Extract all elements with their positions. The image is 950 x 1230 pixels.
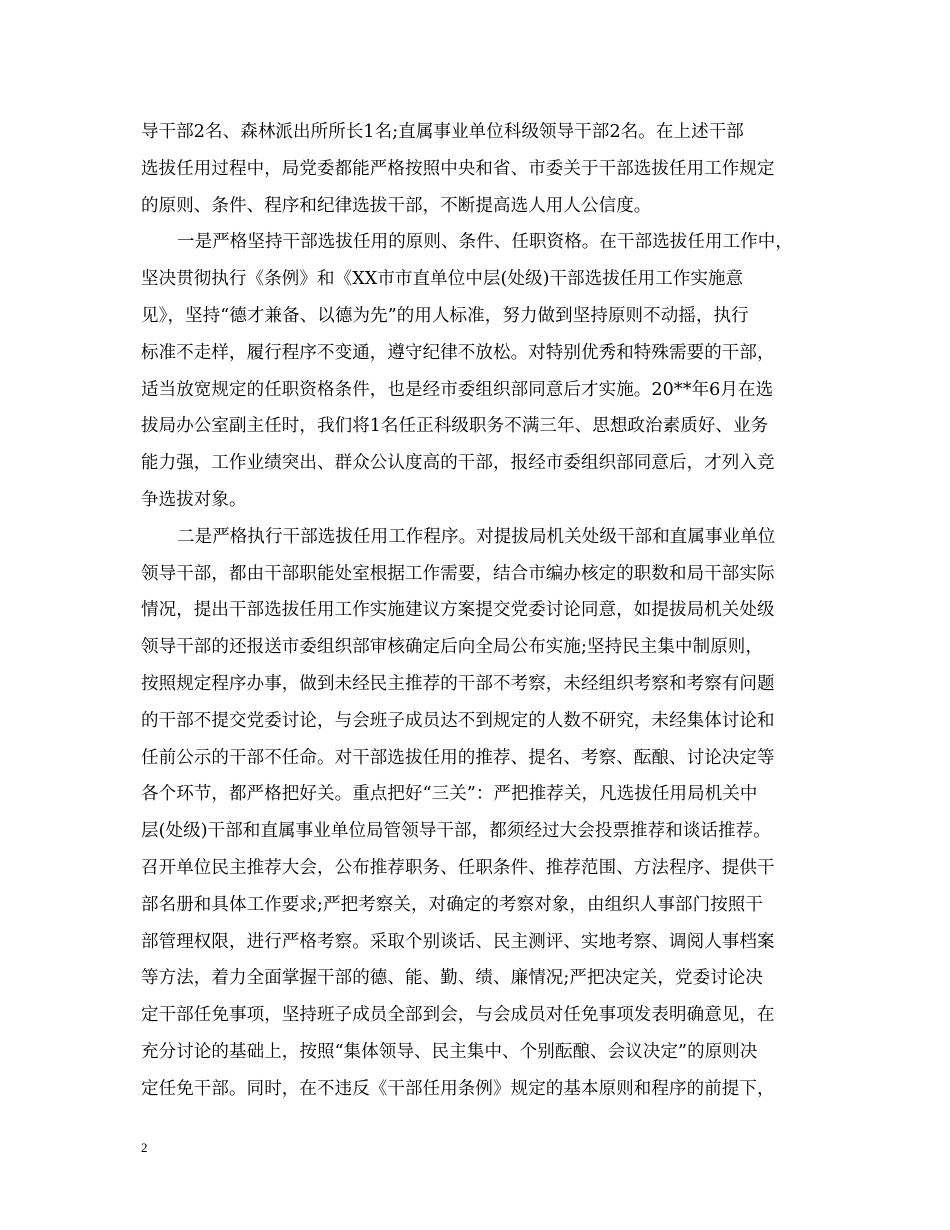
text-line: 情况，提出干部选拔任用工作实施建议方案提交党委讨论同意，如提拔局机关处级 xyxy=(141,600,775,621)
text-line: 按照规定程序办事，做到未经民主推荐的干部不考察，未经组织考察和考察有问题 xyxy=(141,673,775,694)
document-body xyxy=(141,114,811,1108)
paragraph-start-line: 二是严格执行干部选拔任用工作程序。对提拔局机关处级干部和直属事业单位 xyxy=(177,526,776,547)
text-line: 充分讨论的基础上，按照“集体领导、民主集中、个别酝酿、会议决定”的原则决 xyxy=(141,1041,758,1062)
text-line: 的原则、条件、程序和纪律选拔干部，不断提高选人用人公信度。 xyxy=(141,195,652,216)
text-line: 选拔任用过程中，局党委都能严格按照中央和省、市委关于干部选拔任用工作规定 xyxy=(141,158,775,179)
text-line: 适当放宽规定的任职资格条件，也是经市委组织部同意后才实施。20**年6月在选 xyxy=(141,379,774,400)
text-line: 争选拔对象。 xyxy=(141,489,247,510)
text-line: 等方法，着力全面掌握干部的德、能、勤、绩、廉情况;严把决定关，党委讨论决 xyxy=(141,968,763,989)
text-line: 召开单位民主推荐大会，公布推荐职务、任职条件、推荐范围、方法程序、提供干 xyxy=(141,857,775,878)
text-line: 定任免干部。同时，在不违反《干部任用条例》规定的基本原则和程序的前提下， xyxy=(141,1078,775,1099)
page-number: 2 xyxy=(141,1140,148,1155)
text-line: 各个环节，都严格把好关。重点把好“三关”：严把推荐关，凡选拔任用局机关中 xyxy=(141,784,758,805)
text-line: 能力强，工作业绩突出、群众公认度高的干部，报经市委组织部同意后，才列入竞 xyxy=(141,453,775,474)
text-line: 层(处级)干部和直属事业单位局管领导干部，都须经过大会投票推荐和谈话推荐。 xyxy=(141,821,771,842)
text-line: 坚决贯彻执行《条例》和《XX市市直单位中层(处级)干部选拔任用工作实施意 xyxy=(141,269,744,290)
text-line: 的干部不提交党委讨论，与会班子成员达不到规定的人数不研究，未经集体讨论和 xyxy=(141,710,775,731)
text-line: 导干部2名、森林派出所所长1名;直属事业单位科级领导干部2名。在上述干部 xyxy=(141,122,744,142)
paragraph-start-line: 一是严格坚持干部选拔任用的原则、条件、任职资格。在干部选拔任用工作中， xyxy=(177,232,793,253)
text-line: 拔局办公室副主任时，我们将1名任正科级职务不满三年、思想政治素质好、业务 xyxy=(141,416,769,437)
text-line: 标准不走样，履行程序不变通，遵守纪律不放松。对特别优秀和特殊需要的干部， xyxy=(141,342,775,363)
text-line: 任前公示的干部不任命。对干部选拔任用的推荐、提名、考察、酝酿、讨论决定等 xyxy=(141,747,775,768)
text-line: 领导干部，都由干部职能处室根据工作需要，结合市编办核定的职数和局干部实际 xyxy=(141,563,775,584)
text-line: 定干部任免事项，坚持班子成员全部到会，与会成员对任免事项发表明确意见，在 xyxy=(141,1005,775,1026)
text-line: 部名册和具体工作要求;严把考察关，对确定的考察对象，由组织人事部门按照干 xyxy=(141,894,763,915)
text-line: 领导干部的还报送市委组织部审核确定后向全局公布实施;坚持民主集中制原则， xyxy=(141,637,763,658)
text-line: 部管理权限，进行严格考察。采取个别谈话、民主测评、实地考察、调阅人事档案 xyxy=(141,931,775,952)
text-line: 见》，坚持“德才兼备、以德为先”的用人标准，努力做到坚持原则不动摇，执行 xyxy=(141,305,749,326)
